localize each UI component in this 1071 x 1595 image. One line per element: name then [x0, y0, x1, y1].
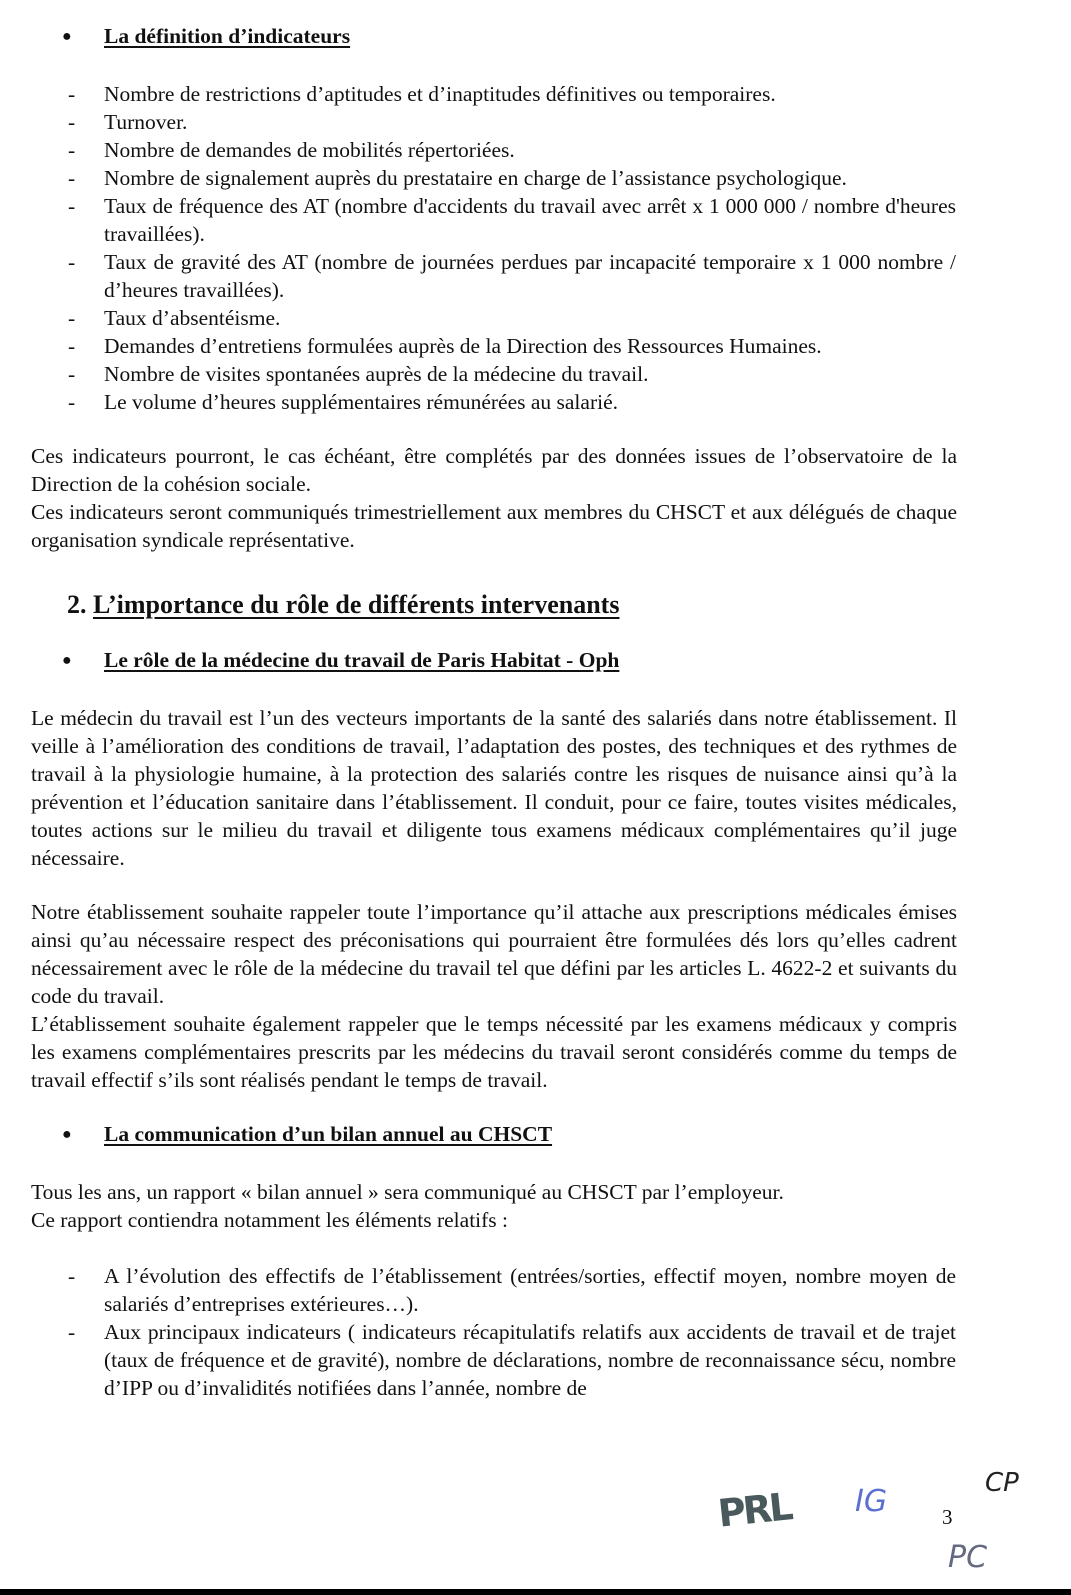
- initials-cp: CP: [985, 1468, 1019, 1498]
- list-item: - Turnover.: [68, 110, 188, 134]
- list-item: - Nombre de signalement auprès du prestataire en charge de l’assistance psychologique.: [68, 166, 847, 190]
- paragraph: Ces indicateurs seront communiqués trimestriellement aux membres du CHSCT et aux délégués de chaque organisation syndicale représentative.: [31, 500, 957, 552]
- initials-ig: IG: [855, 1484, 888, 1519]
- bilan-list: [62, 1262, 956, 1402]
- indicators-list: [62, 80, 956, 416]
- page-number: 3: [942, 1505, 953, 1529]
- list-item: - Taux de gravité des AT (nombre de journées perdues par incapacité temporaire x 1 000 nombre / d’heures travaillées).: [68, 250, 956, 302]
- heading-medecine: ● Le rôle de la médecine du travail de Paris Habitat - Oph: [62, 648, 620, 672]
- paragraph: Ces indicateurs pourront, le cas échéant, être complétés par des données issues de l’observatoire de la Direction de la cohésion sociale.: [31, 444, 957, 496]
- section-title: 2. L’importance du rôle de différents intervenants: [67, 590, 620, 619]
- list-item: - Nombre de demandes de mobilités répertoriées.: [68, 138, 515, 162]
- initials-pc: PC: [948, 1540, 988, 1575]
- list-item: - Demandes d’entretiens formulées auprès de la Direction des Ressources Humaines.: [68, 334, 822, 358]
- list-item: - Nombre de visites spontanées auprès de la médecine du travail.: [68, 362, 649, 386]
- bullet-icon: ●: [62, 652, 72, 669]
- bullet-icon: ●: [62, 28, 72, 45]
- heading-indicateurs: ● La définition d’indicateurs: [62, 24, 351, 48]
- paragraph: Le médecin du travail est l’un des vecteurs importants de la santé des salariés dans notre établissement. Il veille à l’amélioration des conditions de travail, l’adaptation des postes, des techniques et des rythmes de travail à la physiologie humaine, à la protection des salariés contre les risques de nuisance ainsi qu’à la prévention et l’éducation sanitaire dans l’établissement. Il conduit, pour ce faire, toutes visites médicales, toutes actions sur le milieu du travail et diligente tous examens médicaux complémentaires qu’il juge nécessaire.: [31, 706, 957, 870]
- bullet-icon: ●: [62, 1126, 72, 1143]
- list-item: - Le volume d’heures supplémentaires rémunérées au salarié.: [68, 390, 618, 414]
- paragraph: Ce rapport contiendra notamment les éléments relatifs :: [31, 1208, 509, 1232]
- paragraph: Tous les ans, un rapport « bilan annuel » sera communiqué au CHSCT par l’employeur.: [31, 1180, 784, 1204]
- list-item: - A l’évolution des effectifs de l’établissement (entrées/sorties, effectif moyen, nombre moyen de salariés d’entreprises extérieures…).: [68, 1264, 956, 1316]
- list-item: - Taux de fréquence des AT (nombre d'accidents du travail avec arrêt x 1 000 000 / nombre d'heures travaillées).: [68, 194, 956, 246]
- list-item: - Aux principaux indicateurs ( indicateurs récapitulatifs relatifs aux accidents de travail et de trajet (taux de fréquence et de gravité), nombre de déclarations, nombre de reconnaissance sécu, nombre d’IPP ou d’invalidités notifiées dans l’année, nombre de: [68, 1320, 956, 1400]
- page-bottom-border: [0, 1589, 1071, 1595]
- initials-prl: PRL: [715, 1484, 793, 1536]
- heading-bilan: ● La communication d’un bilan annuel au CHSCT: [62, 1122, 553, 1146]
- paragraph: Notre établissement souhaite rappeler toute l’importance qu’il attache aux prescriptions médicales émises ainsi qu’au nécessaire respect des préconisations qui pourraient être formulées dés lors qu’elles cadrent nécessairement avec le rôle de la médecine du travail tel que défini par les articles L. 4622-2 et suivants du code du travail.: [31, 900, 957, 1008]
- paragraph: L’établissement souhaite également rappeler que le temps nécessité par les examens médicaux y compris les examens complémentaires prescrits par les médecins du travail seront considérés comme du temps de travail effectif s’ils sont réalisés pendant le temps de travail.: [31, 1012, 957, 1092]
- list-item: - Taux d’absentéisme.: [68, 306, 281, 330]
- list-item: - Nombre de restrictions d’aptitudes et d’inaptitudes définitives ou temporaires.: [68, 82, 776, 106]
